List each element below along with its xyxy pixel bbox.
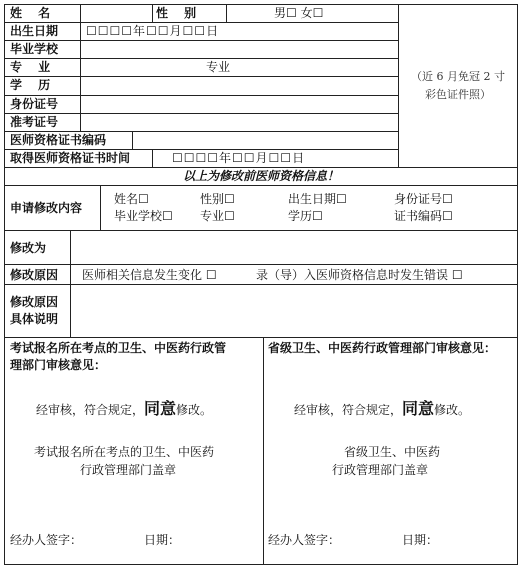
apply-checkbox-cert-number[interactable]: 证书编码☐ [394, 209, 453, 223]
cert-time-label: 取得医师资格证书时间 [10, 151, 131, 165]
detail-label-line2: 具体说明 [10, 312, 59, 326]
apply-checkbox-id[interactable]: 身份证号☐ [394, 192, 453, 206]
photo-placeholder[interactable] [399, 68, 517, 104]
major-label: 专 业 [10, 60, 57, 74]
birth-label: 出生日期 [10, 24, 59, 38]
photo-hint-line1: （近 6 月免冠 2 寸 [411, 70, 505, 83]
apply-label: 申请修改内容 [10, 201, 83, 215]
form-page [4, 4, 518, 565]
apply-checkbox-name[interactable]: 姓名☐ [114, 192, 149, 206]
right-review-verdict [294, 400, 470, 419]
banner-text: 以上为修改前医师资格信息！ [182, 169, 339, 183]
col-divider [100, 185, 101, 230]
apply-checkbox-birth[interactable]: 出生日期☐ [288, 192, 347, 206]
right-signer-label: 经办人签字： [268, 533, 341, 547]
cert-time-field[interactable]: ☐☐☐☐年☐☐月☐☐日 [172, 151, 306, 165]
apply-checkbox-education[interactable]: 学历☐ [288, 209, 323, 223]
detail-label-line1: 修改原因 [10, 295, 59, 309]
left-review-title-line1: 考试报名所在考点的卫生、中医药行政管 [10, 341, 227, 355]
row-divider [4, 337, 518, 338]
modify-to-field[interactable] [71, 231, 517, 264]
right-date-label: 日期： [402, 533, 439, 547]
id-number-field[interactable] [81, 96, 397, 113]
left-date-label: 日期： [144, 533, 181, 547]
left-review-verdict [36, 400, 212, 419]
reason-option-entry-error[interactable]: 录（导）入医师资格信息时发生错误 ☐ [256, 268, 463, 282]
right-verdict-pre: 经审核，符合规定， [294, 403, 403, 417]
id-number-label: 身份证号 [10, 97, 59, 111]
right-review-title: 省级卫生、中医药行政管理部门审核意见： [268, 341, 497, 355]
education-field[interactable] [81, 77, 397, 94]
cert-number-field[interactable] [133, 132, 397, 149]
row-divider [4, 264, 518, 265]
school-field[interactable] [81, 41, 397, 58]
gender-label: 性 别 [156, 6, 203, 20]
apply-checkbox-gender[interactable]: 性别☐ [200, 192, 235, 206]
modify-to-label: 修改为 [10, 241, 47, 255]
col-divider [226, 4, 227, 22]
right-seal-line1: 省级卫生、中医药 [344, 445, 441, 459]
row-divider [4, 22, 398, 23]
education-label: 学 历 [10, 78, 57, 92]
right-verdict-post: 修改。 [434, 403, 471, 417]
col-divider [263, 337, 264, 565]
apply-checkbox-school[interactable]: 毕业学校☐ [114, 209, 173, 223]
left-verdict-pre: 经审核，符合规定， [36, 403, 145, 417]
row-divider [4, 58, 398, 59]
exam-number-field[interactable] [81, 114, 397, 131]
left-verdict-post: 修改。 [176, 403, 213, 417]
right-seal-line2: 行政管理部门盖章 [332, 463, 429, 477]
name-field[interactable] [81, 5, 151, 22]
school-label: 毕业学校 [10, 42, 59, 56]
row-divider [4, 185, 518, 186]
col-divider [152, 4, 153, 22]
detail-field[interactable] [71, 285, 517, 337]
reason-label: 修改原因 [10, 268, 59, 282]
exam-number-label: 准考证号 [10, 115, 59, 129]
left-seal-line1: 考试报名所在考点的卫生、中医药 [34, 445, 215, 459]
apply-checkbox-major[interactable]: 专业☐ [200, 209, 235, 223]
photo-hint-line2: 彩色证件照） [425, 88, 491, 101]
right-verdict-agree: 同意 [402, 399, 435, 418]
row-divider [4, 167, 518, 168]
left-signer-label: 经办人签字： [10, 533, 83, 547]
col-divider [152, 149, 153, 167]
row-divider [4, 149, 398, 150]
cert-number-label: 医师资格证书编码 [10, 133, 107, 147]
birth-date-field[interactable]: ☐☐☐☐年☐☐月☐☐日 [86, 24, 220, 38]
left-verdict-agree: 同意 [144, 399, 177, 418]
left-review-title-line2: 理部门审核意见： [10, 358, 107, 372]
major-value[interactable]: 专业 [206, 60, 231, 74]
gender-options[interactable]: 男☐ 女☐ [274, 6, 324, 20]
reason-option-info-change[interactable]: 医师相关信息发生变化 ☐ [82, 268, 217, 282]
name-label: 姓 名 [10, 6, 57, 20]
left-seal-line2: 行政管理部门盖章 [80, 463, 177, 477]
